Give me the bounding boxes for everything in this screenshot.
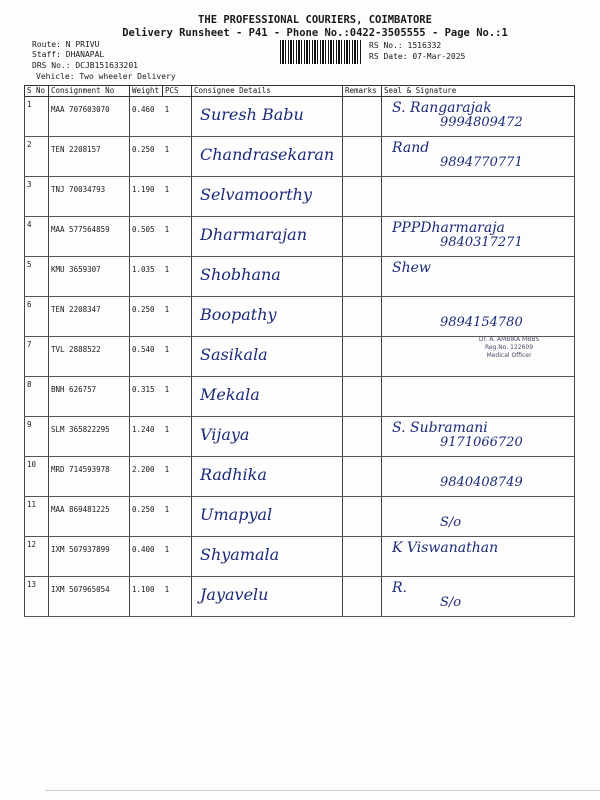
remarks-cell bbox=[343, 577, 382, 617]
remarks-cell bbox=[343, 97, 382, 137]
signature-phone: 9171066720 bbox=[440, 435, 523, 450]
consignment-cell: TVL 2888522 bbox=[49, 337, 130, 377]
doctor-stamp bbox=[450, 337, 568, 361]
weight-pcs-cell bbox=[130, 97, 192, 137]
signature-cell bbox=[382, 137, 575, 177]
consignment-cell: MAA 577564859 bbox=[49, 217, 130, 257]
signature-text: Shew bbox=[392, 260, 431, 276]
consignment-cell: TEN 2208157 bbox=[49, 137, 130, 177]
consignment-cell: IXM 507965054 bbox=[49, 577, 130, 617]
stamp-name: Dr. A. AMBIKA MBBS bbox=[478, 336, 540, 343]
table-row bbox=[25, 217, 575, 257]
barcode bbox=[280, 40, 362, 64]
signature-phone: S/o bbox=[440, 515, 462, 530]
signature-cell bbox=[382, 537, 575, 577]
remarks-cell bbox=[343, 377, 382, 417]
signature-cell bbox=[382, 337, 575, 377]
signature-phone: 9840317271 bbox=[440, 235, 523, 250]
signature-phone: 9840408749 bbox=[440, 475, 523, 490]
footer-divider bbox=[45, 790, 600, 791]
signature-text: K Viswanathan bbox=[392, 540, 499, 556]
weight-pcs-cell bbox=[130, 297, 192, 337]
table-row bbox=[25, 137, 575, 177]
signature-phone: S/o bbox=[440, 595, 462, 610]
runsheet-title: Delivery Runsheet - P41 - Phone No.:0422-3505555 - Page No.:1 bbox=[122, 27, 508, 39]
pcs-value: 1 bbox=[164, 585, 170, 594]
signature-text: S. Subramani bbox=[392, 420, 488, 436]
remarks-cell bbox=[343, 497, 382, 537]
sno-cell: 3 bbox=[25, 177, 49, 217]
company-title: THE PROFESSIONAL COURIERS, COIMBATORE bbox=[198, 14, 432, 26]
pcs-value: 1 bbox=[164, 465, 170, 474]
weight-pcs-cell bbox=[130, 137, 192, 177]
stamp-designation: Medical Officer bbox=[486, 352, 532, 359]
table-row bbox=[25, 457, 575, 497]
pcs-value: 1 bbox=[164, 225, 170, 234]
signature-cell bbox=[382, 457, 575, 497]
col-header-consignment: Consignment No bbox=[49, 86, 130, 97]
consignment-cell: MAA 707603070 bbox=[49, 97, 130, 137]
sno-cell: 5 bbox=[25, 257, 49, 297]
consignee-cell: Selvamoorthy bbox=[192, 177, 343, 217]
consignment-cell: TEN 2208347 bbox=[49, 297, 130, 337]
consignee-cell: Suresh Babu bbox=[192, 97, 343, 137]
signature-phone: 9894154780 bbox=[440, 315, 523, 330]
sno-cell: 9 bbox=[25, 417, 49, 457]
consignee-cell: Shyamala bbox=[192, 537, 343, 577]
pcs-value: 1 bbox=[164, 145, 170, 154]
remarks-cell bbox=[343, 457, 382, 497]
pcs-value: 1 bbox=[164, 305, 170, 314]
remarks-cell bbox=[343, 297, 382, 337]
consignee-cell: Sasikala bbox=[192, 337, 343, 377]
weight-pcs-cell bbox=[130, 217, 192, 257]
weight-pcs-cell bbox=[130, 457, 192, 497]
table-header-row bbox=[25, 86, 575, 97]
weight-pcs-cell bbox=[130, 577, 192, 617]
signature-cell bbox=[382, 497, 575, 537]
stamp-reg: Reg.No. 122609 bbox=[484, 344, 534, 351]
pcs-value: 1 bbox=[164, 545, 170, 554]
signature-text: PPPDharmaraja bbox=[392, 220, 505, 236]
table-row bbox=[25, 537, 575, 577]
consignment-cell: BNH 626757 bbox=[49, 377, 130, 417]
remarks-cell bbox=[343, 417, 382, 457]
weight-pcs-cell bbox=[130, 177, 192, 217]
pcs-value: 1 bbox=[164, 185, 170, 194]
consignee-cell: Umapyal bbox=[192, 497, 343, 537]
consignee-cell: Boopathy bbox=[192, 297, 343, 337]
weight-value: 0.250 bbox=[132, 305, 155, 314]
rs-date: RS Date: 07-Mar-2025 bbox=[369, 52, 466, 61]
remarks-cell bbox=[343, 177, 382, 217]
table-row bbox=[25, 257, 575, 297]
signature-text: Rand bbox=[392, 140, 430, 156]
sno-cell: 1 bbox=[25, 97, 49, 137]
consignment-cell: MAA 869481225 bbox=[49, 497, 130, 537]
runsheet-table bbox=[24, 85, 575, 617]
pcs-value: 1 bbox=[164, 385, 170, 394]
col-header-remarks: Remarks bbox=[343, 86, 382, 97]
signature-cell bbox=[382, 257, 575, 297]
consignee-cell: Dharmarajan bbox=[192, 217, 343, 257]
weight-value: 1.190 bbox=[132, 185, 155, 194]
weight-value: 0.460 bbox=[132, 105, 155, 114]
signature-cell bbox=[382, 97, 575, 137]
consignment-cell: TNJ 70034793 bbox=[49, 177, 130, 217]
remarks-cell bbox=[343, 137, 382, 177]
consignee-cell: Jayavelu bbox=[192, 577, 343, 617]
signature-phone: 9994809472 bbox=[440, 115, 523, 130]
vehicle-info: Vehicle: Two wheeler Delivery bbox=[36, 72, 176, 81]
signature-cell bbox=[382, 217, 575, 257]
pcs-value: 1 bbox=[164, 425, 170, 434]
sno-cell: 13 bbox=[25, 577, 49, 617]
table-row bbox=[25, 337, 575, 377]
route-info: Route: N PRIVU bbox=[32, 40, 100, 49]
consignment-cell: SLM 365822295 bbox=[49, 417, 130, 457]
col-header-pcs: PCS bbox=[163, 86, 192, 97]
sno-cell: 6 bbox=[25, 297, 49, 337]
signature-cell bbox=[382, 417, 575, 457]
signature-cell bbox=[382, 177, 575, 217]
consignee-cell: Mekala bbox=[192, 377, 343, 417]
weight-pcs-cell bbox=[130, 497, 192, 537]
table-row bbox=[25, 417, 575, 457]
weight-value: 1.240 bbox=[132, 425, 155, 434]
pcs-value: 1 bbox=[164, 505, 170, 514]
col-header-signature: Seal & Signature bbox=[382, 86, 575, 97]
consignment-cell: IXM 507937899 bbox=[49, 537, 130, 577]
staff-info: Staff: DHANAPAL bbox=[32, 50, 105, 59]
table-row bbox=[25, 177, 575, 217]
weight-value: 0.400 bbox=[132, 545, 155, 554]
signature-cell bbox=[382, 377, 575, 417]
signature-cell bbox=[382, 297, 575, 337]
col-header-weight: Weight bbox=[130, 86, 163, 97]
weight-value: 0.250 bbox=[132, 145, 155, 154]
consignee-cell: Radhika bbox=[192, 457, 343, 497]
sno-cell: 10 bbox=[25, 457, 49, 497]
weight-value: 0.315 bbox=[132, 385, 155, 394]
table-row bbox=[25, 377, 575, 417]
sno-cell: 7 bbox=[25, 337, 49, 377]
remarks-cell bbox=[343, 337, 382, 377]
signature-cell bbox=[382, 577, 575, 617]
pcs-value: 1 bbox=[164, 345, 170, 354]
sno-cell: 12 bbox=[25, 537, 49, 577]
consignee-cell: Shobhana bbox=[192, 257, 343, 297]
sno-cell: 2 bbox=[25, 137, 49, 177]
weight-value: 0.250 bbox=[132, 505, 155, 514]
weight-pcs-cell bbox=[130, 417, 192, 457]
table-row bbox=[25, 97, 575, 137]
weight-value: 0.540 bbox=[132, 345, 155, 354]
col-header-consignee: Consignee Details bbox=[192, 86, 343, 97]
signature-text: R. bbox=[392, 580, 407, 596]
weight-value: 1.035 bbox=[132, 265, 155, 274]
signature-phone: 9894770771 bbox=[440, 155, 523, 170]
remarks-cell bbox=[343, 537, 382, 577]
sno-cell: 8 bbox=[25, 377, 49, 417]
signature-text: S. Rangarajak bbox=[392, 100, 492, 116]
table-row bbox=[25, 497, 575, 537]
remarks-cell bbox=[343, 217, 382, 257]
sno-cell: 4 bbox=[25, 217, 49, 257]
weight-value: 0.505 bbox=[132, 225, 155, 234]
weight-value: 1.100 bbox=[132, 585, 155, 594]
weight-pcs-cell bbox=[130, 377, 192, 417]
consignee-cell: Chandrasekaran bbox=[192, 137, 343, 177]
table-row bbox=[25, 577, 575, 617]
rs-number: RS No.: 1516332 bbox=[369, 41, 442, 50]
pcs-value: 1 bbox=[164, 265, 170, 274]
consignment-cell: MRD 714593978 bbox=[49, 457, 130, 497]
weight-pcs-cell bbox=[130, 257, 192, 297]
table-row bbox=[25, 297, 575, 337]
drs-number: DRS No.: DCJB151633201 bbox=[32, 61, 138, 70]
consignment-cell: KMU 3659307 bbox=[49, 257, 130, 297]
pcs-value: 1 bbox=[164, 105, 170, 114]
weight-pcs-cell bbox=[130, 337, 192, 377]
col-header-sno: S No bbox=[25, 86, 49, 97]
remarks-cell bbox=[343, 257, 382, 297]
weight-pcs-cell bbox=[130, 537, 192, 577]
weight-value: 2.200 bbox=[132, 465, 155, 474]
sno-cell: 11 bbox=[25, 497, 49, 537]
consignee-cell: Vijaya bbox=[192, 417, 343, 457]
